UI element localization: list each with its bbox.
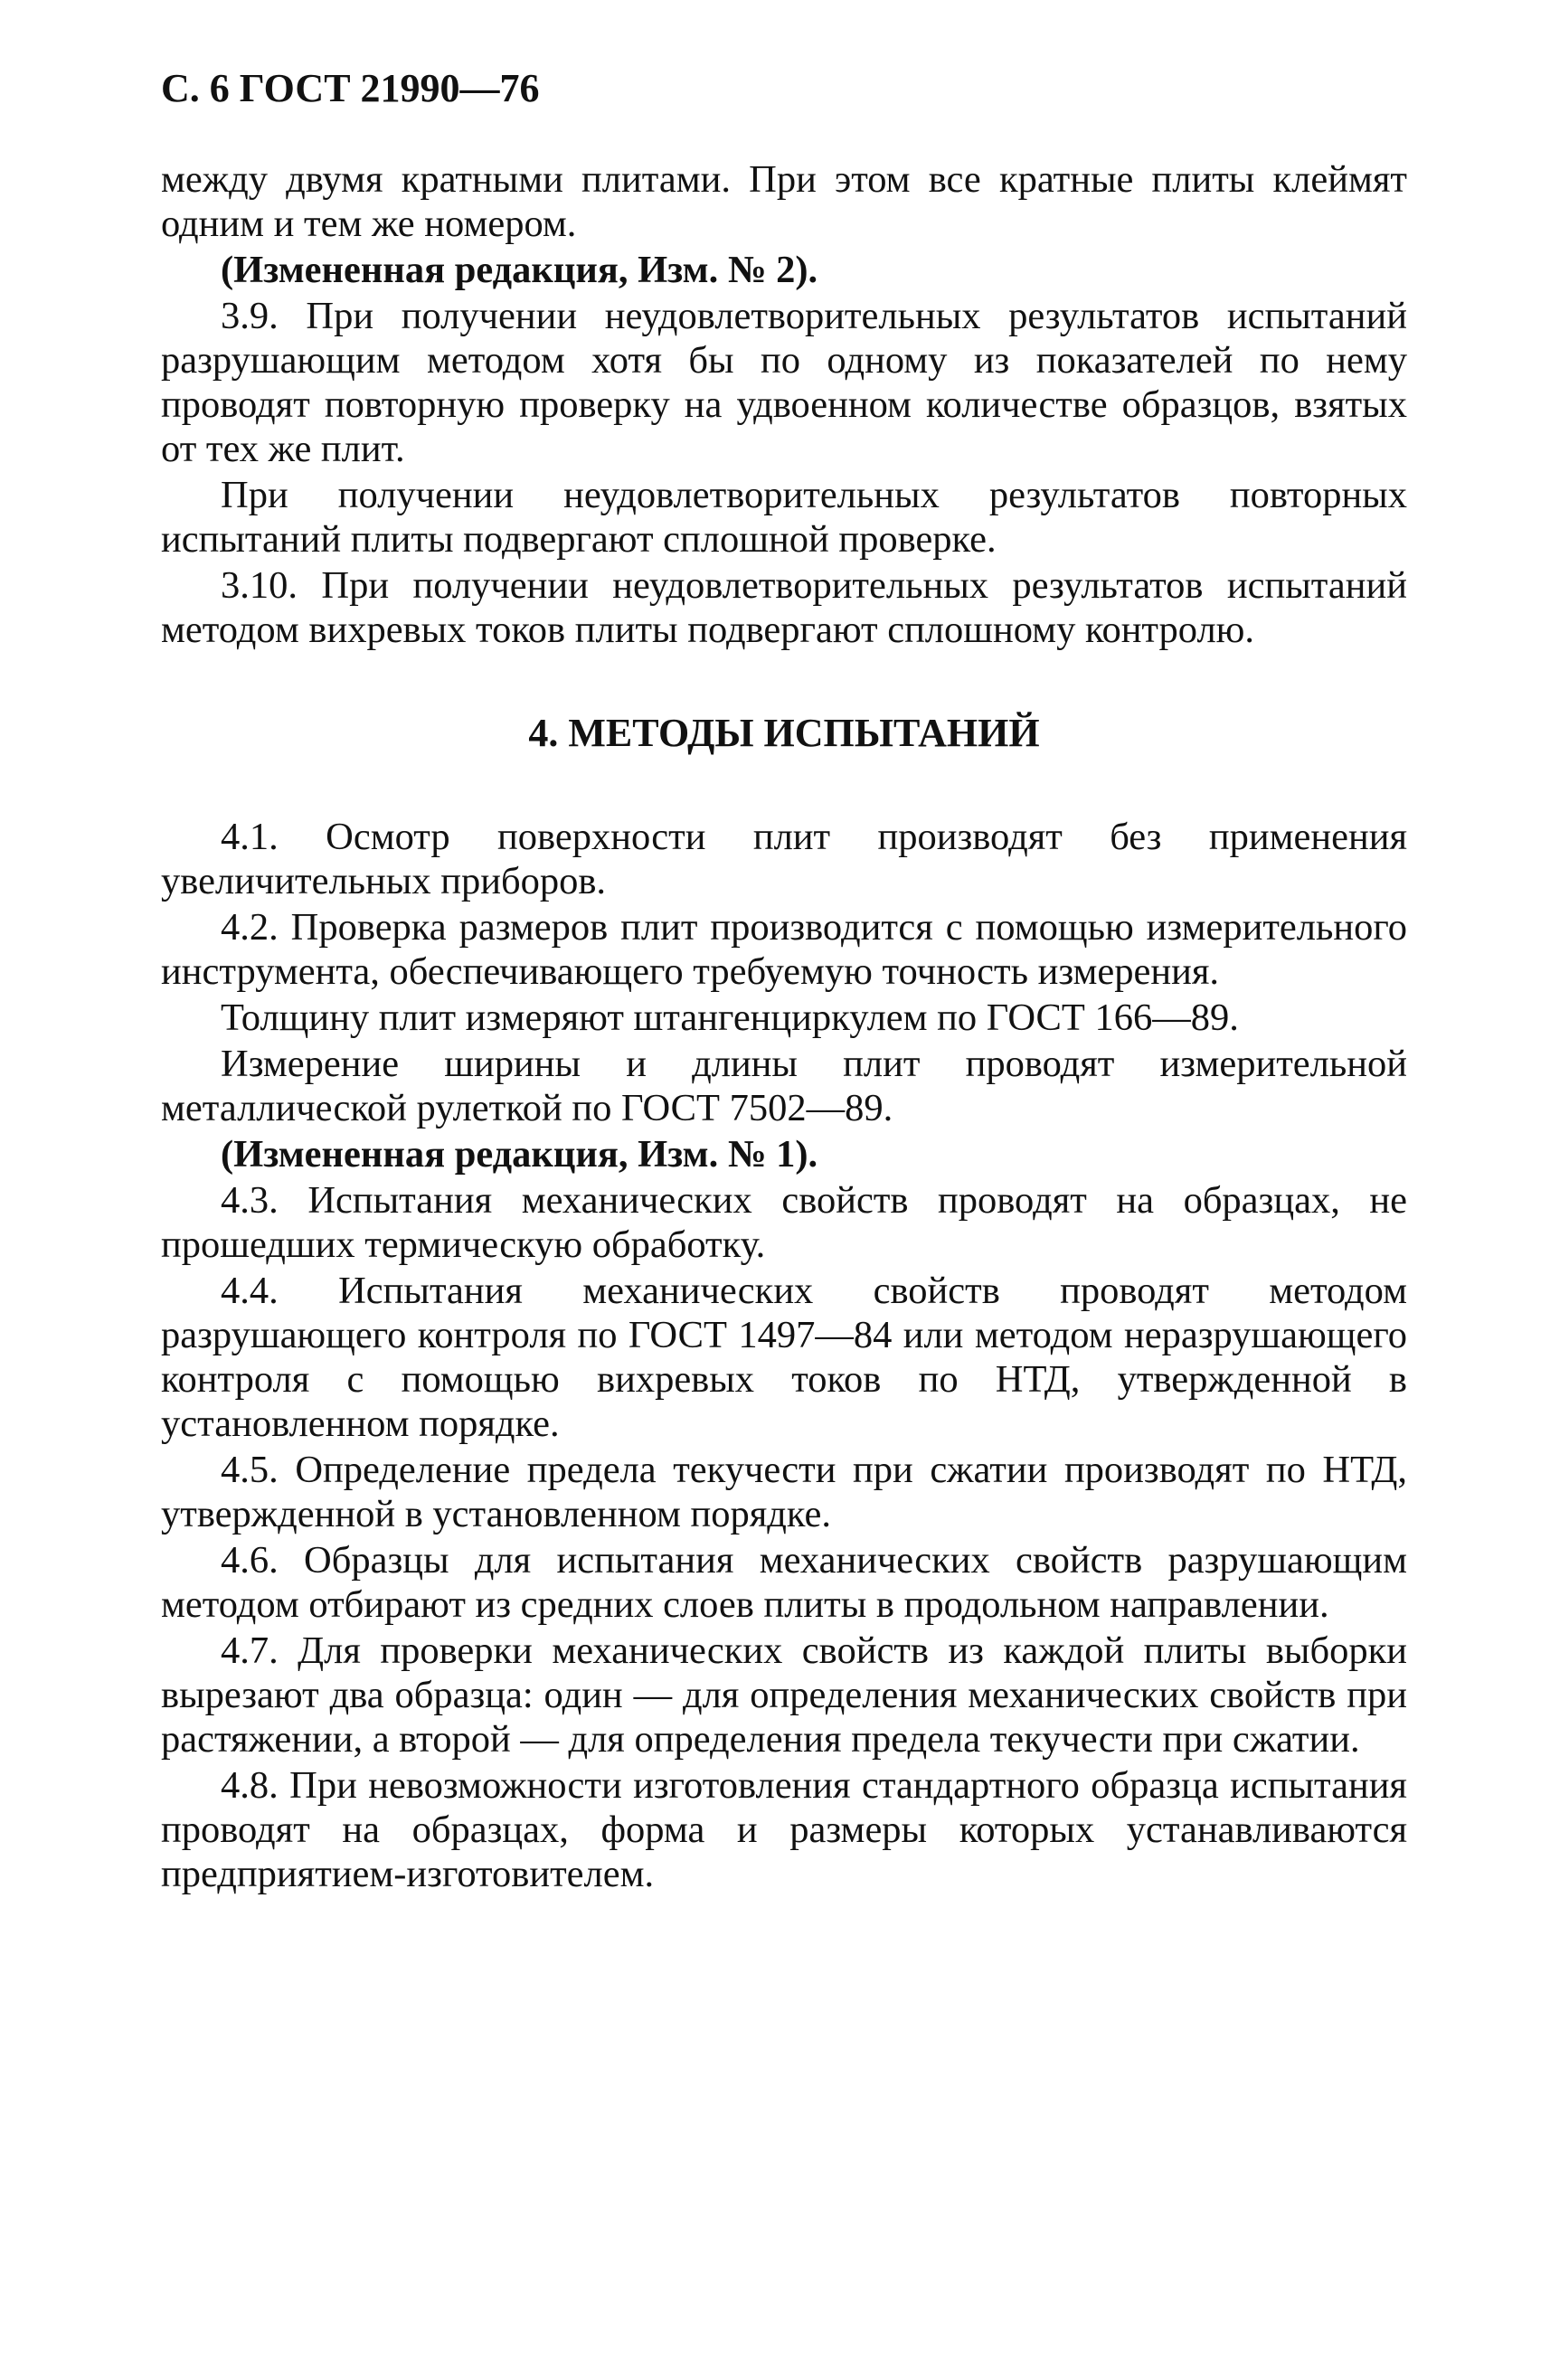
clause-4-1: 4.1. Осмотр поверхности плит производят без применения увеличительных приборов. bbox=[161, 816, 1407, 902]
amendment-note-2: (Измененная редакция, Изм. № 1). bbox=[221, 1133, 818, 1176]
clause-4-5: 4.5. Определение предела текучести при сжатии производят по НТД, утвержденной в установленном порядке. bbox=[161, 1449, 1407, 1535]
clause-4-6: 4.6. Образцы для испытания механических свойств разрушающим методом отбирают из средних слоев плиты в продольном направлении. bbox=[161, 1539, 1407, 1626]
document-page bbox=[161, 63, 1407, 1896]
page-header: С. 6 ГОСТ 21990—76 bbox=[161, 66, 540, 110]
clause-4-4: 4.4. Испытания механических свойств проводят методом разрушающего контроля по ГОСТ 1497—84 или методом неразрушающего контроля с помощью вихревых токов по НТД, утвержденной в установленном порядке. bbox=[161, 1270, 1407, 1445]
amendment-note: (Измененная редакция, Изм. № 2). bbox=[221, 249, 818, 291]
clause-4-2: 4.2. Проверка размеров плит производится с помощью измерительного инструмента, обеспечивающего требуемую точность измерения. bbox=[161, 906, 1407, 993]
clause-3-9: 3.9. При получении неудовлетворительных результатов испытаний разрушающим методом хотя бы по одному из показателей по нему проводят повторную проверку на удвоенном количестве образцов, взятых от тех же плит. bbox=[161, 295, 1407, 470]
clause-4-2-width-length: Измерение ширины и длины плит проводят измерительной металлической рулеткой по ГОСТ 7502—89. bbox=[161, 1043, 1407, 1129]
clause-3-10: 3.10. При получении неудовлетворительных результатов испытаний методом вихревых токов плиты подвергают сплошному контролю. bbox=[161, 564, 1407, 651]
clause-4-2-thickness: Толщину плит измеряют штангенциркулем по ГОСТ 166—89. bbox=[221, 996, 1239, 1039]
clause-4-3: 4.3. Испытания механических свойств проводят на образцах, не прошедших термическую обработку. bbox=[161, 1179, 1407, 1266]
clause-4-8: 4.8. При невозможности изготовления стандартного образца испытания проводят на образцах, форма и размеры которых устанавливаются предприятием-изготовителем. bbox=[161, 1764, 1407, 1895]
clause-3-9-cont: При получении неудовлетворительных результатов повторных испытаний плиты подвергают сплошной проверке. bbox=[161, 474, 1407, 561]
paragraph-continuation: между двумя кратными плитами. При этом все кратные плиты клеймят одним и тем же номером. bbox=[161, 158, 1407, 245]
section-title: 4. МЕТОДЫ ИСПЫТАНИЙ bbox=[528, 711, 1040, 755]
clause-4-7: 4.7. Для проверки механических свойств из каждой плиты выборки вырезают два образца: один — для определения механических свойств при растяжении, а второй — для определения предела текучести при сжатии. bbox=[161, 1629, 1407, 1761]
